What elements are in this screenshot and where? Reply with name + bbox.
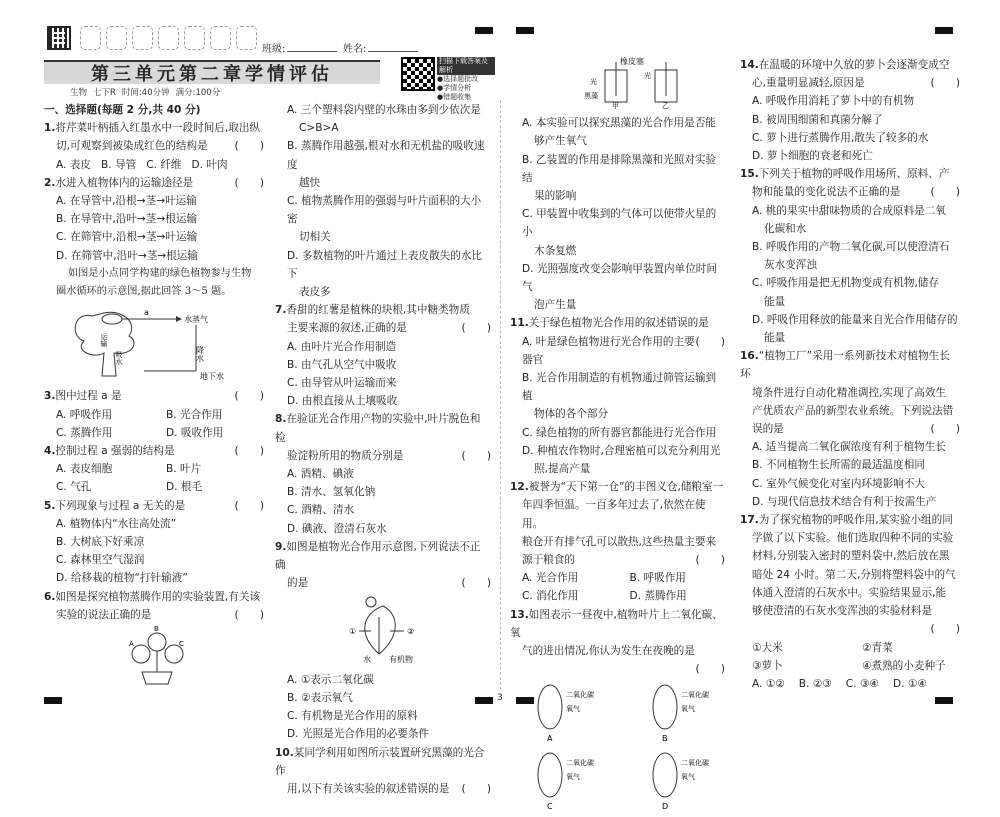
leaf-b: [653, 685, 709, 743]
qr-note: 扫描下载答案及解析 ●选择题批改 ●学情分析 ●错题收集: [437, 57, 495, 102]
id-boxes: [80, 26, 257, 50]
corner-mark: [475, 27, 493, 34]
svg-text:二氧化碳: 二氧化碳: [681, 690, 709, 699]
svg-text:光: 光: [644, 72, 651, 80]
question-6: 6.如图是探究植物蒸腾作用的实验装置,有关该 实验的说法正确的是 ( ): [44, 590, 264, 621]
svg-text:二氧化碳: 二氧化碳: [566, 758, 594, 767]
svg-text:地下水: 地下水: [200, 372, 224, 382]
svg-text:运输: 运输: [100, 333, 108, 348]
svg-text:氧气: 氧气: [681, 772, 695, 781]
svg-text:光: 光: [590, 78, 597, 86]
question-1: 1.将芹菜叶柄插入红墨水中一段时间后,取出纵 切,可观察到被染成红色的结构是 ( ) A. 表皮 B. 导管 C. 纤维 D. 叶肉: [44, 122, 264, 171]
svg-text:B: B: [662, 733, 668, 743]
column-4: [740, 56, 960, 693]
qr-code-icon: [47, 26, 71, 50]
page-title: 第三单元第二章学情评估: [44, 60, 380, 84]
svg-text:黑藻: 黑藻: [584, 92, 598, 100]
svg-text:二氧化碳: 二氧化碳: [566, 690, 594, 699]
exam-info: 生物 七下R 时间:40分钟 满分:100分: [70, 88, 221, 98]
question-13: 13.如图表示一昼夜中,植物叶片上二氧化碳、氧 气的进出情况,你认为发生在夜晚的是 ( ): [510, 608, 725, 676]
question-9: 9.如图是植物光合作用示意图,下列说法不正确 的是 ( ): [275, 540, 491, 590]
corner-mark: [935, 697, 953, 704]
page-number: 3: [497, 693, 503, 703]
question-3: 3.图中过程 a 是 ( ) A. 呼吸作用 B. 光合作用 C. 蒸腾作用 D. 吸收作用: [44, 390, 264, 439]
page-divider: [500, 100, 501, 690]
corner-mark: [516, 27, 534, 34]
svg-text:A: A: [547, 733, 553, 743]
svg-text:水蒸气: 水蒸气: [184, 315, 208, 325]
question-5: 5.下列现象与过程 a 无关的是 ( ) A. 植物体内“水往高处流” B. 大树底下好乘凉 C. 森林里空气湿润 D. 给移栽的植物“打针输液”: [44, 499, 264, 585]
svg-text:水: 水: [363, 655, 371, 665]
question-2: 2.水进入植物体内的运输途径是 ( ) A. 在导管中,沿根→茎→叶运输 B. 在导管中,沿叶→茎→根运输 C. 在筛管中,沿根→茎→叶运输 D. 在筛管中,沿叶→茎→根运输: [44, 176, 264, 262]
column-1: [44, 101, 264, 692]
leaf-gas-figure: [510, 679, 725, 811]
svg-text:A: A: [129, 640, 134, 649]
svg-text:乙: 乙: [662, 102, 669, 110]
name-field[interactable]: 姓名:: [343, 40, 418, 55]
svg-text:有机物: 有机物: [389, 655, 413, 665]
question-12: 12.被誉为“天下第一仓”的丰图义仓,储粮室一 年四季恒温。一百多年过去了,依然在使用。 粮仓开有排气孔可以散热,这些热量主要来 源于粮食的 ( ) A. 光合作用 B. 呼吸作用 C. 消化作用 D. 蒸腾作用: [510, 481, 725, 603]
svg-text:氧气: 氧气: [566, 704, 580, 713]
question-10: 10.某同学利用如图所示装置研究黑藻的光合作 用,以下有关该实验的叙述错误的是 ( ): [275, 746, 491, 795]
leaf-a: [538, 685, 594, 743]
svg-text:降水: 降水: [195, 346, 205, 363]
question-14: 14.在温暖的环境中久放的萝卜会逐渐变成空 心,重量明显减轻,原因是 ( ) A. 呼吸作用消耗了萝卜中的有机物 B. 被周围细菌和真菌分解了 C. 萝卜进行蒸腾作用,散失了较多的水 D. 萝卜细胞的衰老和死亡: [740, 59, 960, 163]
question-15: 15.下列关于植物的呼吸作用场所、原料、产 物和能量的变化说法不正确的是 ( ) A. 桃的果实中甜味物质的合成原料是二氧 化碳和水 B. 呼吸作用的产物二氧化碳,可以使澄清石 灰水变浑浊 C. 呼吸作用是把无机物变成有机物,储存 能量 D. 呼吸作用释放的能量来自光合作用储存的 能量: [740, 168, 960, 345]
svg-text:甲: 甲: [612, 102, 619, 110]
svg-text:①: ①: [349, 627, 357, 637]
question-17: 17.为了探究植物的呼吸作用,某实验小组的同 学做了以下实验。他们选取四种不同的实验 材料,分别装入密封的塑料袋中,然后放在黑 暗处 24 小时。第二天,分别将塑料袋中的气 体通入澄清的石灰水中。实验结果显示,能 够使澄清的石灰水变浑浊的实验材料是 ( ) ①大米 ②青菜 ③萝卜 ④煮熟的小麦种子 A. ①② B. ②③ C. ③④ D. ①④: [740, 514, 960, 690]
svg-text:D: D: [662, 801, 669, 811]
leaf-c: [538, 753, 594, 811]
question-8: 8.在验证光合作用产物的实验中,叶片脱色和检 验淀粉所用的物质分别是 ( ) A. 酒精、碘液 B. 清水、氢氧化钠 C. 酒精、清水 D. 碘液、澄清石灰水: [275, 413, 491, 535]
column-2: A. 三个塑料袋内壁的水珠由多到少依次是 C>B>A B. 蒸腾作用越强,根对水和无机盐的吸收速度 越快 C. 植物蒸腾作用的强弱与叶片面积的大小密 切相关 D. 多数植物的叶片通过上表皮散失的水比下 表皮多 7.香甜的红薯是植株的块根,其中糖类物质 主要来源的叙述,正确的是 ( ) A. 由叶片光合作用制造 B. 由气孔从空气中吸收 C. 由导管从叶运输而来 D. 由根直接从土壤吸收 8.在验证光合作用产物的实验中,叶片脱色和检 验淀粉所用的物质分别是 ( ) A. 酒精、碘液 B. 清水、氢氧化钠 C. 酒精、清水 D. 碘液、澄清石灰水 9.如图是植物光合作用示意图,下列说法不正确 的是 ( ) ① ② 水 有机物 A. ①表示二氧化碳 B. ②表示氧气 C. 有机物是光合作用的原料 D. 光照是光合作用的必要条件 10.某同学利用如图所示装置研究黑藻的光合作 用,以下有关该实验的叙述错误的是 ( ): [275, 101, 491, 798]
svg-text:氧气: 氧气: [566, 772, 580, 781]
photosynthesis-figure: [275, 592, 491, 664]
leaf-d: [653, 753, 709, 811]
svg-text:a: a: [144, 308, 149, 318]
svg-text:二氧化碳: 二氧化碳: [681, 758, 709, 767]
svg-text:橡皮塞: 橡皮塞: [620, 57, 644, 66]
class-field[interactable]: 班级:: [262, 40, 337, 55]
qr-code-icon: [401, 57, 435, 91]
corner-mark: [935, 27, 953, 34]
svg-text:B: B: [154, 625, 159, 634]
section-heading: 一、选择题(每题 2 分,共 40 分): [44, 104, 201, 116]
question-16: 16.“植物工厂”采用一系列新技术对植物生长环 境条件进行自动化精准调控,实现了高效生 产优质农产品的新型农业系统。下列说法错 误的是 ( ) A. 适当提高二氧化碳浓度有利于植物生长 B. 不同植物生长所需的最适温度相同 C. 室外气候变化对室内环境影响不大 D. 与现代信息技术结合有利于按需生产: [740, 350, 960, 508]
transpiration-figure: [44, 624, 264, 686]
svg-text:氧气: 氧气: [681, 704, 695, 713]
passage-intro: 如图是小点同学构建的绿色植物参与生物 圈水循环的示意图,据此回答 3～5 题。: [56, 267, 252, 298]
column-3: 橡皮塞 光 光 黑藻 甲 乙 A. 本实验可以探究黑藻的光合作用是否能 够产生氧气 B. 乙装置的作用是排除黑藻和光照对实验结 果的影响 C. 甲装置中收集到的气体可以使带火星的小 木条复燃 D. 光照强度改变会影响甲装置内单位时间气 泡产生量 11.关于绿色植物光合作用的叙述错误的是 ( ) A. 叶是绿色植物进行光合作用的主要器官 B. 光合作用制造的有机物通过筛管运输到植 物体的各个部分 C. 绿色植物的所有器官都能进行光合作用 D. 种植农作物时,合理密植可以充分利用光 照,提高产量 12.被誉为“天下第一仓”的丰图义仓,储粮室一 年四季恒温。一百多年过去了,依然在使用。 粮仓开有排气孔可以散热,这些热量主要来 源于粮食的 ( ) A. 光合作用 B. 呼吸作用 C. 消化作用 D. 蒸腾作用 13.如图表示一昼夜中,植物叶片上二氧化碳、氧 气的进出情况,你认为发生在夜晚的是 ( ) 二氧化碳 氧气 A 二氧化碳 氧气 B 二氧化碳 氧气 C 二氧化碳 氧气 D: [510, 57, 725, 811]
water-cycle-figure: [44, 301, 264, 381]
question-4: 4.控制过程 a 强弱的结构是 ( ) A. 表皮细胞 B. 叶片 C. 气孔 D. 根毛: [44, 445, 264, 494]
corner-mark: [44, 697, 62, 704]
svg-text:吸水: 吸水: [115, 351, 123, 366]
algae-apparatus-figure: [510, 56, 725, 108]
svg-text:②: ②: [407, 627, 415, 637]
svg-text:C: C: [547, 801, 553, 811]
svg-text:C: C: [179, 640, 184, 649]
question-11: 11.关于绿色植物光合作用的叙述错误的是 ( ) A. 叶是绿色植物进行光合作用的主要器官 B. 光合作用制造的有机物通过筛管运输到植 物体的各个部分 C. 绿色植物的所有器官都能进行光合作用 D. 种植农作物时,合理密植可以充分利用光 照,提高产量: [510, 317, 725, 476]
question-7: 7.香甜的红薯是植株的块根,其中糖类物质 主要来源的叙述,正确的是 ( ) A. 由叶片光合作用制造 B. 由气孔从空气中吸收 C. 由导管从叶运输而来 D. 由根直接从土壤吸收: [275, 304, 491, 408]
